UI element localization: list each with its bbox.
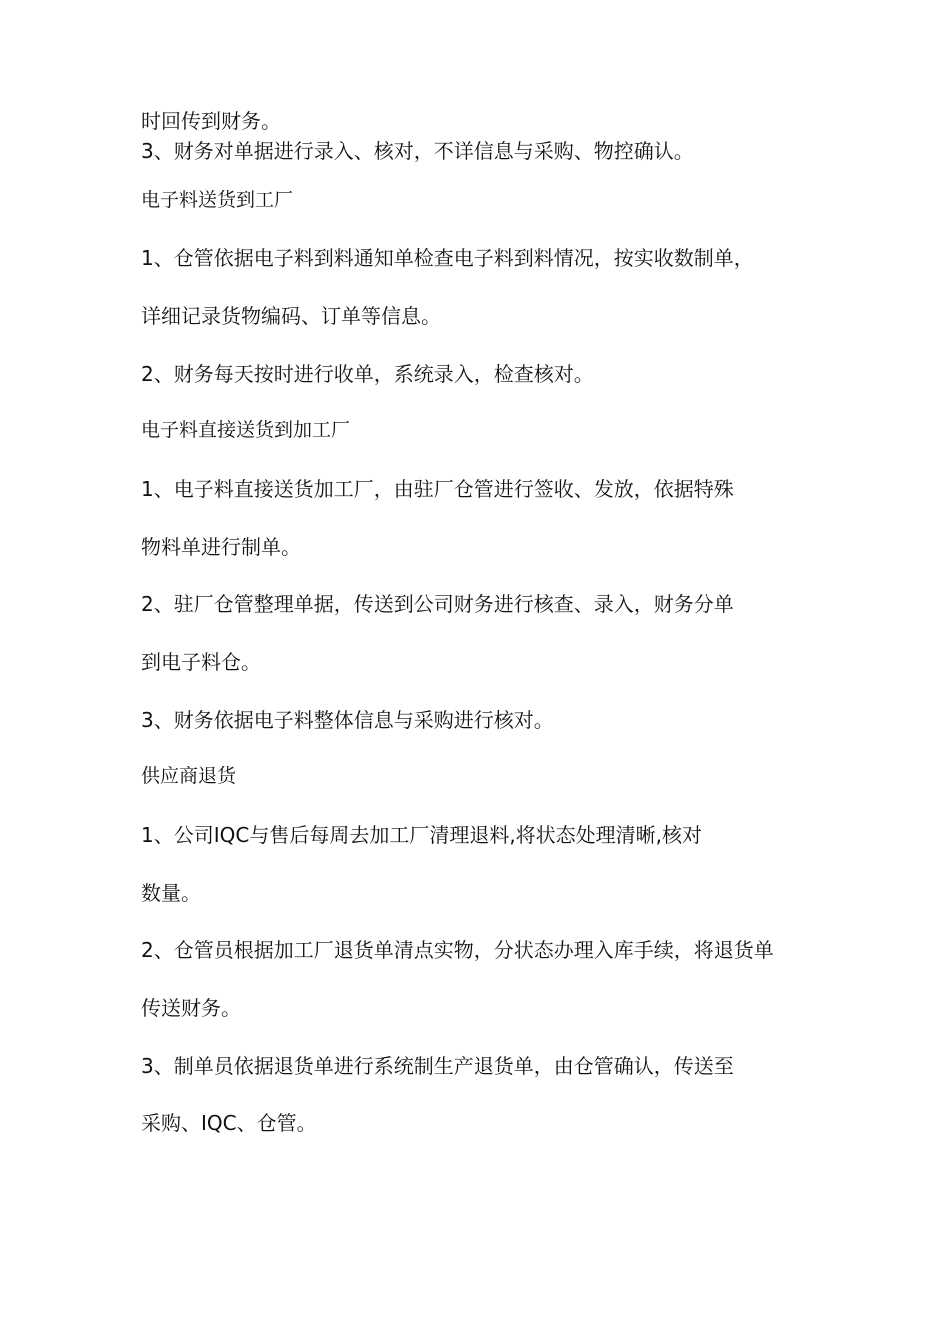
text-line-step-1: 1、仓管依据电子料到料通知单检查电子料到料情况，按实收数制单， <box>141 246 754 270</box>
text-line-step-2-continuation: 传送财务。 <box>141 996 241 1020</box>
section-heading-direct-delivery-to-processing-plant: 电子料直接送货到加工厂 <box>141 419 351 441</box>
text-line-step-2: 2、驻厂仓管整理单据，传送到公司财务进行核查、录入，财务分单 <box>141 592 734 616</box>
section-heading-electronic-delivery-to-factory: 电子料送货到工厂 <box>141 189 294 211</box>
text-line-step-3: 3、财务依据电子料整体信息与采购进行核对。 <box>141 708 554 732</box>
text-line-continuation: 时回传到财务。 <box>141 109 281 133</box>
text-line-step-1: 1、公司IQC与售后每周去加工厂清理退料,将状态处理清晰,核对 <box>141 823 703 847</box>
text-line-step-2-continuation: 到电子料仓。 <box>141 650 261 674</box>
text-line-step-3-continuation: 采购、IQC、仓管。 <box>141 1111 317 1135</box>
text-line-step-1-continuation: 物料单进行制单。 <box>141 535 301 559</box>
text-line-step-1-continuation: 详细记录货物编码、订单等信息。 <box>141 304 441 328</box>
text-line-step-1: 1、电子料直接送货加工厂，由驻厂仓管进行签收、发放，依据特殊 <box>141 477 734 501</box>
section-heading-supplier-returns: 供应商退货 <box>141 765 237 787</box>
text-line-step-1-continuation: 数量。 <box>141 881 201 905</box>
text-line-step-3: 3、财务对单据进行录入、核对，不详信息与采购、物控确认。 <box>141 139 694 163</box>
text-line-step-2: 2、仓管员根据加工厂退货单清点实物，分状态办理入库手续，将退货单 <box>141 938 774 962</box>
text-line-step-3: 3、制单员依据退货单进行系统制生产退货单，由仓管确认，传送至 <box>141 1054 734 1078</box>
text-line-step-2: 2、财务每天按时进行收单，系统录入，检查核对。 <box>141 362 594 386</box>
